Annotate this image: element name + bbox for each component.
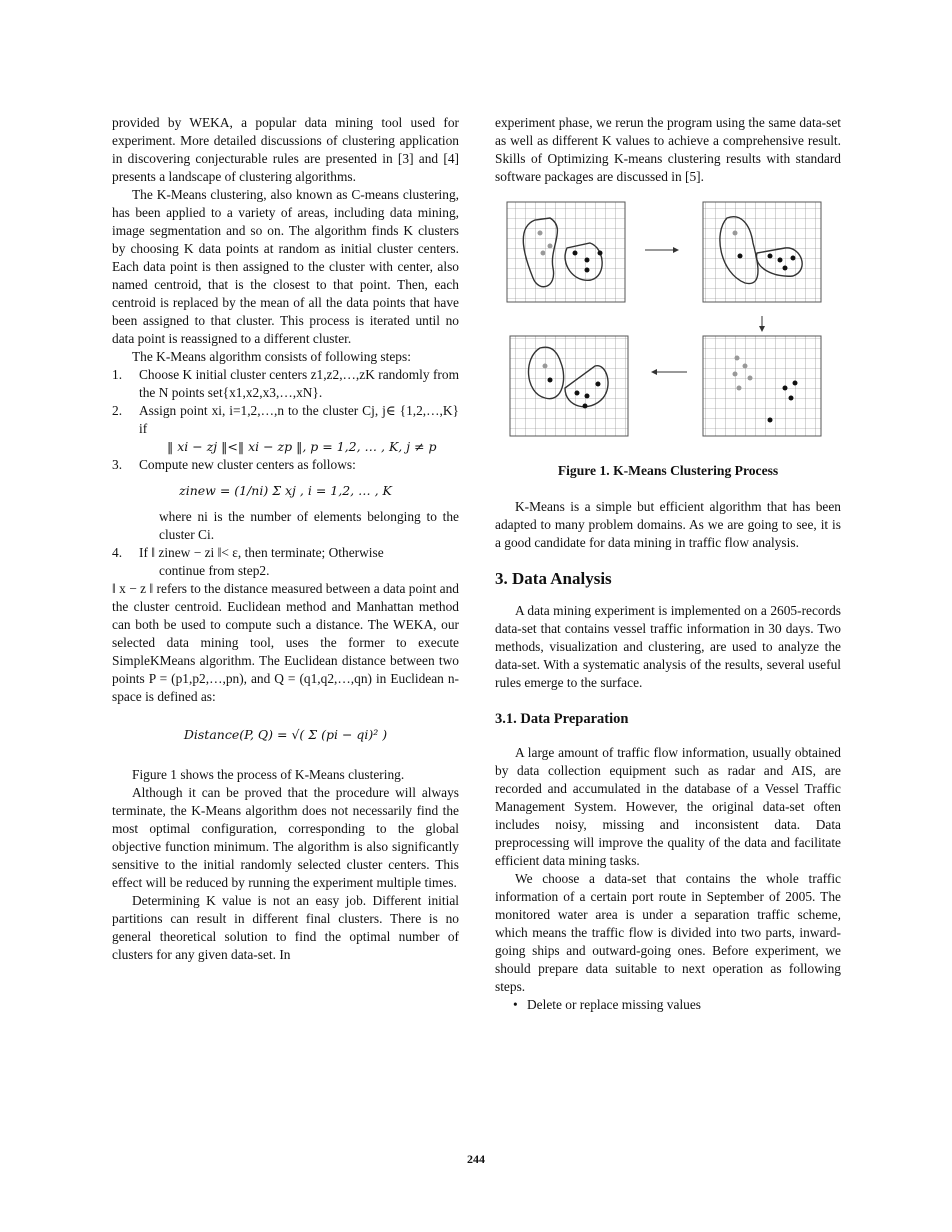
distance-formula: Distance(P, Q) = √( Σ (pi − qi)² ) (183, 727, 388, 742)
k-value-paragraph: Determining K value is not an easy job. Different initial partitions can result in different final clusters. There is no general theoretical solution to find the optimal number of clusters for any given data-set. In (112, 893, 459, 962)
kmeans-figure (495, 198, 841, 450)
bullet-icon: • (513, 997, 518, 1012)
kmeans-summary-paragraph: K-Means is a simple but efficient algorithm that has been adapted to many problem domains. As we are going to see, it is a good candidate for data mining in traffic flow analysis. (495, 499, 841, 550)
kmeans-intro-paragraph: The K-Means clustering, also known as C-means clustering, has been applied to a variety of areas, including data mining, image segmentation and so on. The algorithm finds K clusters by choosing K data points at random as initial cluster centers. Each data point is then assigned to the cluster with center, also named centroid, that is the closest to that point. Then, each centroid is replaced by the mean of all the data points that have been assigned to that cluster. This process is iterated until no data point is reassigned to a different cluster. (112, 187, 459, 346)
distance-paragraph: ‖ x − z ‖ refers to the distance measured between a data point and the cluster centroid. Euclidean method and Manhattan method can both be used to compute such a distance. The WEKA, our selected data mining tool, uses the former to execute SimpleKMeans algorithm. The Euclidean distance between two points P = (p1,p2,…,pn), and Q = (q1,q2,…,qn) in Euclidean n-space is defined as: (112, 581, 459, 704)
step-4: 4. If ‖ zinew − zi ‖< ε, then terminate; Otherwise (112, 545, 384, 560)
dataset-choice-paragraph: We choose a data-set that contains the whole traffic information of a certain port route in September of 2005. The monitored water area is under a separation traffic scheme, which means the traffic flow is divided into two parts, inward-going ships and outward-going ones. Before experiment, we should prepare data suitable to next operation as following steps. (495, 871, 841, 994)
data-preparation-paragraph: A large amount of traffic flow information, usually obtained by data collection equipment such as radar and AIS, are recorded and accumulated in the database of a Vessel Traffic Management System. However, the original data-set often includes noisy, missing and inconsistent data. Data preprocessing will improve the quality of the data and facilitate efficient data mining tasks. (495, 745, 841, 868)
step-3: 3. Compute new cluster centers as follows: (112, 457, 356, 472)
subsection-heading-data-preparation: 3.1. Data Preparation (495, 711, 629, 727)
step-4-continue: continue from step2. (159, 563, 270, 578)
optimality-paragraph: Although it can be proved that the procedure will always terminate, the K-Means algorithm does not necessarily find the most optimal configuration, corresponding to the global objective function minimum. The algorithm is also significantly sensitive to the initial randomly selected cluster centers. This effect will be reduced by running the experiment multiple times. (112, 785, 459, 890)
step-3-formula: zinew = (1/ni) Σ xj , i = 1,2, … , K (179, 483, 392, 498)
panel-initial (507, 202, 625, 302)
panel-assign (703, 202, 821, 302)
steps-intro: The K-Means algorithm consists of following steps: (132, 349, 411, 364)
left-paragraph-1: provided by WEKA, a popular data mining tool used for experiment. More detailed discussions of clustering application in discovering conjecturable rules are presented in [3] and [4] presents a landscape of clustering algorithms. (112, 115, 459, 184)
left-column (112, 114, 459, 964)
panel-update (510, 336, 628, 436)
figure-caption: Figure 1. K-Means Clustering Process (557, 463, 779, 478)
step-3-where: where ni is the number of elements belonging to the cluster Ci. (159, 509, 459, 542)
step-1: 1. Choose K initial cluster centers z1,z2,…,zK randomly from the N points set{x1,x2,x3,…,xN}. (112, 367, 459, 400)
right-paragraph-1: experiment phase, we rerun the program using the same data-set as well as different K values to achieve a comprehensive result. Skills of Optimizing K-means clustering results with standard software packages are discussed in [5]. (495, 115, 841, 184)
step-2-formula: ‖ xi − zj ‖<‖ xi − zp ‖, p = 1,2, … , K, j ≠ p (167, 439, 437, 454)
section-heading-data-analysis: 3. Data Analysis (495, 569, 612, 588)
data-analysis-paragraph: A data mining experiment is implemented on a 2605-records data-set that contains vessel traffic information in 30 days. Two methods, visualization and clustering, are used to analyze the data-set. With a systematic analysis of the results, several useful rules emerge to the surface. (495, 603, 841, 690)
bullet-item: • Delete or replace missing values (513, 997, 702, 1012)
step-2: 2. Assign point xi, i=1,2,…,n to the cluster Cj, j∈ {1,2,…,K} if (112, 403, 459, 436)
right-column (495, 114, 841, 1014)
panel-final (703, 336, 821, 436)
page-number: 244 (467, 1152, 485, 1166)
kmeans-process-diagram (495, 198, 841, 450)
figure-reference-paragraph: Figure 1 shows the process of K-Means clustering. (132, 767, 405, 782)
